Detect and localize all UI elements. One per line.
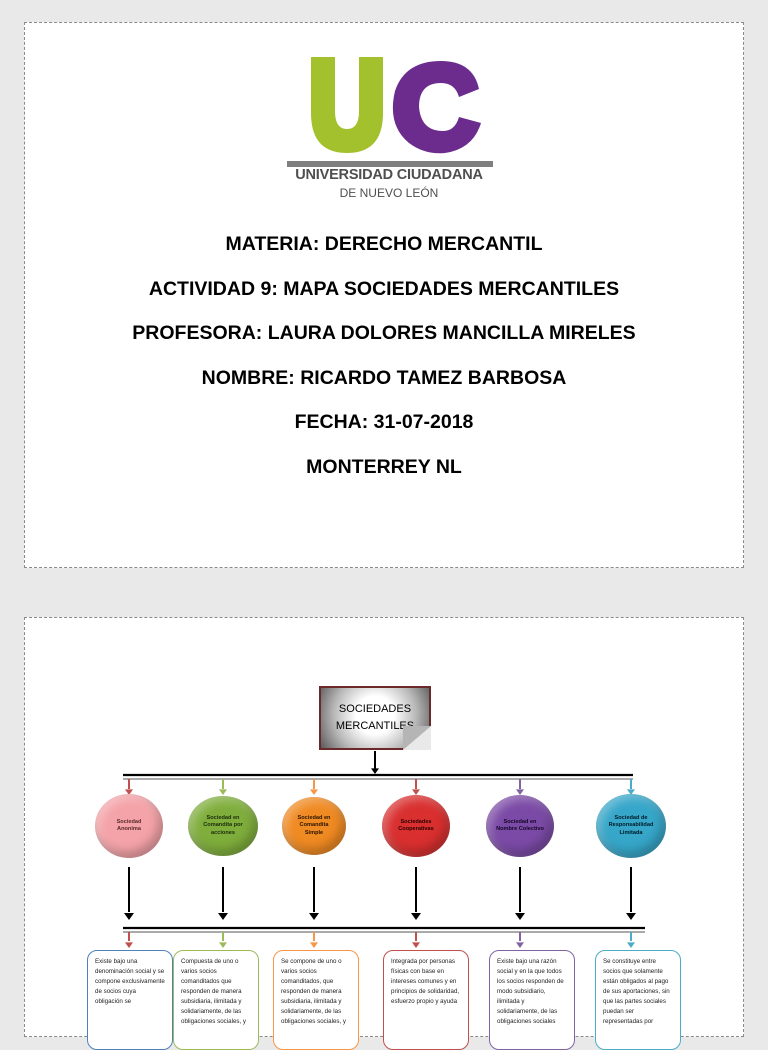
description-text: Se compone de uno o varios socios comanditados, que responden de manera subsidiaria, ilimitada y solidariamente, de las obligaciones sociales, y bbox=[281, 958, 347, 1025]
subject-line: MATERIA: DERECHO MERCANTIL bbox=[225, 233, 543, 255]
logo-state-name: DE NUEVO LEÓN bbox=[339, 186, 439, 200]
university-logo bbox=[283, 55, 495, 205]
description-box-4 bbox=[383, 950, 469, 1050]
node-down-arrowhead bbox=[218, 913, 228, 920]
cover-info bbox=[25, 229, 743, 496]
description-text: Se constituye entre socios que solamente están obligados al pago de sus aportaciones, sin que las partes sociales puedan ser representadas por bbox=[603, 958, 670, 1025]
date-line: FECHA: 31-07-2018 bbox=[294, 411, 474, 433]
description-text: Existe bajo una denominación social y se compone exclusivamente de socios cuya obligación se bbox=[95, 958, 165, 1005]
description-box-3 bbox=[273, 950, 359, 1050]
node-down-arrowhead bbox=[411, 913, 421, 920]
description-box-5 bbox=[489, 950, 575, 1050]
desc-drop-arrowhead bbox=[627, 942, 635, 948]
node-drop-arrowhead bbox=[310, 789, 318, 795]
node-down-arrowhead bbox=[124, 913, 134, 920]
concept-node-label: Sociedad en Comandita por acciones bbox=[203, 814, 243, 836]
node-down-arrowhead bbox=[515, 913, 525, 920]
desc-drop-arrowhead bbox=[516, 942, 524, 948]
desc-drop-arrowhead bbox=[412, 942, 420, 948]
uc-logo-mark bbox=[283, 55, 495, 167]
description-box-6 bbox=[595, 950, 681, 1050]
concept-node-label: Sociedad de Responsabilidad Limitada bbox=[608, 814, 654, 836]
teacher-line: PROFESORA: LAURA DOLORES MANCILLA MIRELES bbox=[132, 322, 636, 344]
concept-node-4 bbox=[382, 795, 450, 857]
page-fold-decoration bbox=[403, 726, 431, 750]
desc-drop-arrowhead bbox=[219, 942, 227, 948]
root-concept-box bbox=[319, 686, 431, 750]
root-concept-label: SOCIEDADES MERCANTILES bbox=[335, 703, 415, 732]
concept-node-3 bbox=[282, 797, 346, 855]
description-box-1 bbox=[87, 950, 173, 1050]
desc-drop-arrowhead bbox=[125, 942, 133, 948]
concept-node-5 bbox=[486, 795, 554, 857]
city-line: MONTERREY NL bbox=[306, 455, 462, 478]
concept-node-label: Sociedades Cooperativas bbox=[398, 818, 434, 832]
node-down-arrowhead bbox=[626, 913, 636, 920]
description-box-2 bbox=[173, 950, 259, 1050]
node-drop-arrowhead bbox=[219, 789, 227, 795]
concept-map-page bbox=[24, 617, 744, 1037]
activity-line: ACTIVIDAD 9: MAPA SOCIEDADES MERCANTILES bbox=[148, 277, 620, 300]
logo-university-name: UNIVERSIDAD CIUDADANA bbox=[295, 167, 483, 183]
concept-node-label: Sociedad en Nombre Colectivo bbox=[496, 818, 544, 832]
concept-node-label: Sociedad en Comandita Simple bbox=[297, 814, 331, 836]
description-text: Integrada por personas físicas con base en intereses comunes y en principios de solidaridad, esfuerzo propio y ayuda bbox=[391, 958, 460, 1005]
concept-node-6 bbox=[596, 794, 666, 858]
root-down-arrowhead bbox=[371, 768, 379, 774]
description-text: Existe bajo una razón social y en la que todos los socios responden de modo subsidiario, ilimitada y solidariamente, de las obligaciones sociales bbox=[497, 958, 564, 1025]
desc-drop-arrowhead bbox=[310, 942, 318, 948]
concept-node-2 bbox=[188, 796, 258, 856]
cover-page bbox=[24, 22, 744, 568]
description-text: Compuesta de uno o varios socios comanditados que responden de manera subsidiaria, ilimitada y solidariamente, de las obligaciones sociales, y bbox=[181, 958, 247, 1025]
concept-node-label: Sociedad Anonima bbox=[116, 818, 142, 832]
student-name-line: NOMBRE: RICARDO TAMEZ BARBOSA bbox=[201, 366, 567, 389]
concept-node-1 bbox=[95, 794, 163, 858]
node-down-arrowhead bbox=[309, 913, 319, 920]
